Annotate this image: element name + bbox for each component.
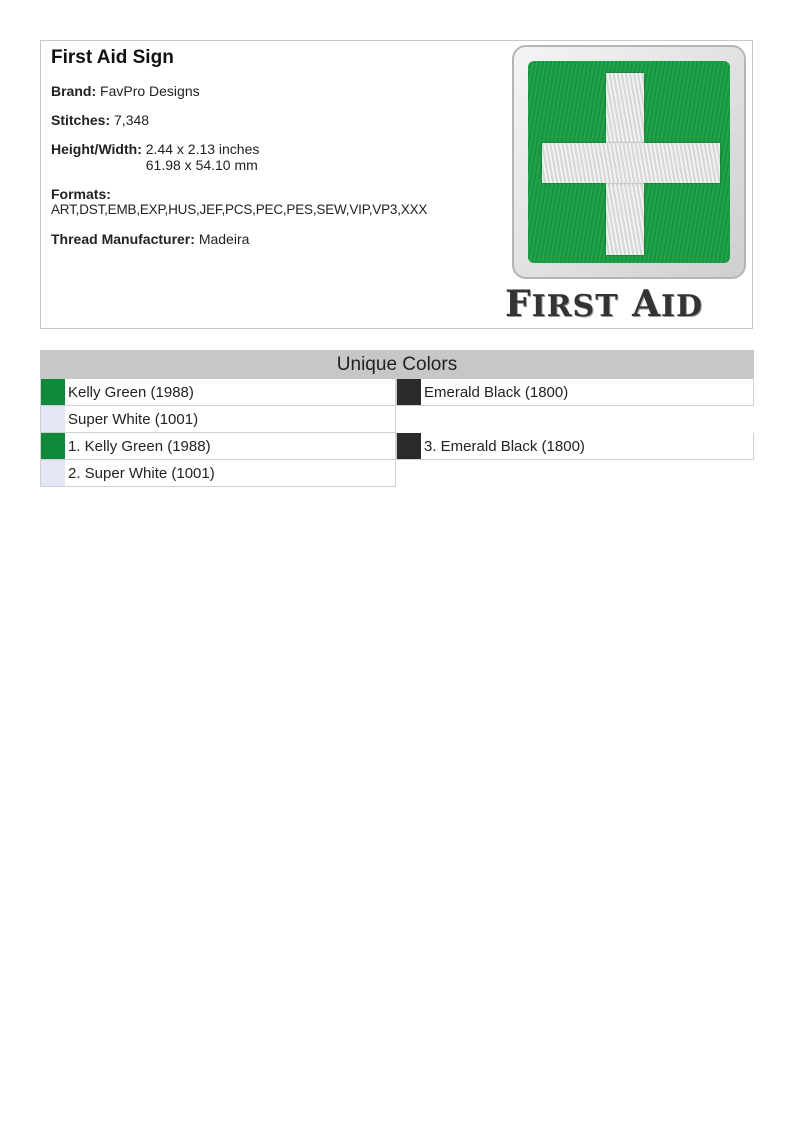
color-name: 3. Emerald Black (1800) [424,438,585,455]
thread-row [51,231,501,247]
formats-value: ART,DST,EMB,EXP,HUS,JEF,PCS,PEC,PES,SEW,VIP,VP3,XXX [51,202,428,218]
stitches-row [51,112,501,128]
stitches-label: Stitches: [51,111,111,128]
first-rest: IRST [531,289,619,324]
size-row [51,141,501,173]
thread-value: Madeira [198,230,250,247]
unique-colors-table [40,350,754,487]
color-row [40,406,754,433]
color-swatch [397,379,421,405]
color-row [40,379,754,406]
brand-row [51,83,501,99]
color-swatch [397,433,421,459]
color-cell-right [396,433,754,460]
color-name: Emerald Black (1800) [424,384,569,401]
patch-border [512,45,746,279]
color-cell-right [396,379,754,406]
color-row [40,433,754,460]
brand-value: FavPro Designs [100,82,200,99]
color-swatch [41,406,65,432]
color-rows [40,379,754,487]
size-inches: 2.44 x 2.13 inches [145,141,260,158]
unique-colors-header: Unique Colors [40,350,754,379]
color-swatch [41,379,65,405]
design-title: First Aid Sign [51,47,174,68]
brand-label: Brand: [51,82,97,99]
design-details [51,47,501,260]
color-name: 2. Super White (1001) [68,465,215,482]
aid-rest: ID [661,289,704,324]
formats-label: Formats: [51,186,111,203]
color-row [40,460,754,487]
color-swatch [41,460,65,486]
stitches-value: 7,348 [114,111,150,128]
size-label: Height/Width: [51,141,142,158]
color-cell-left [40,433,396,460]
color-swatch [41,433,65,459]
aid-initial: A [632,283,662,325]
formats-row [51,186,501,218]
first-aid-emblem-image [505,45,747,327]
first-initial: F [505,283,532,325]
thread-label: Thread Manufacturer: [51,230,195,247]
color-cell-left [40,406,396,433]
size-mm: 61.98 x 54.10 mm [145,157,258,174]
cross-horizontal-bar [542,143,720,183]
size-values [146,141,260,173]
color-name: Kelly Green (1988) [68,384,194,401]
color-name: Super White (1001) [68,411,199,428]
design-info-panel [40,40,753,329]
first-aid-embroidered-text [505,283,751,325]
color-cell-left [40,379,396,406]
color-cell-left [40,460,396,487]
patch-green-field [528,61,730,263]
color-name: 1. Kelly Green (1988) [68,438,211,455]
